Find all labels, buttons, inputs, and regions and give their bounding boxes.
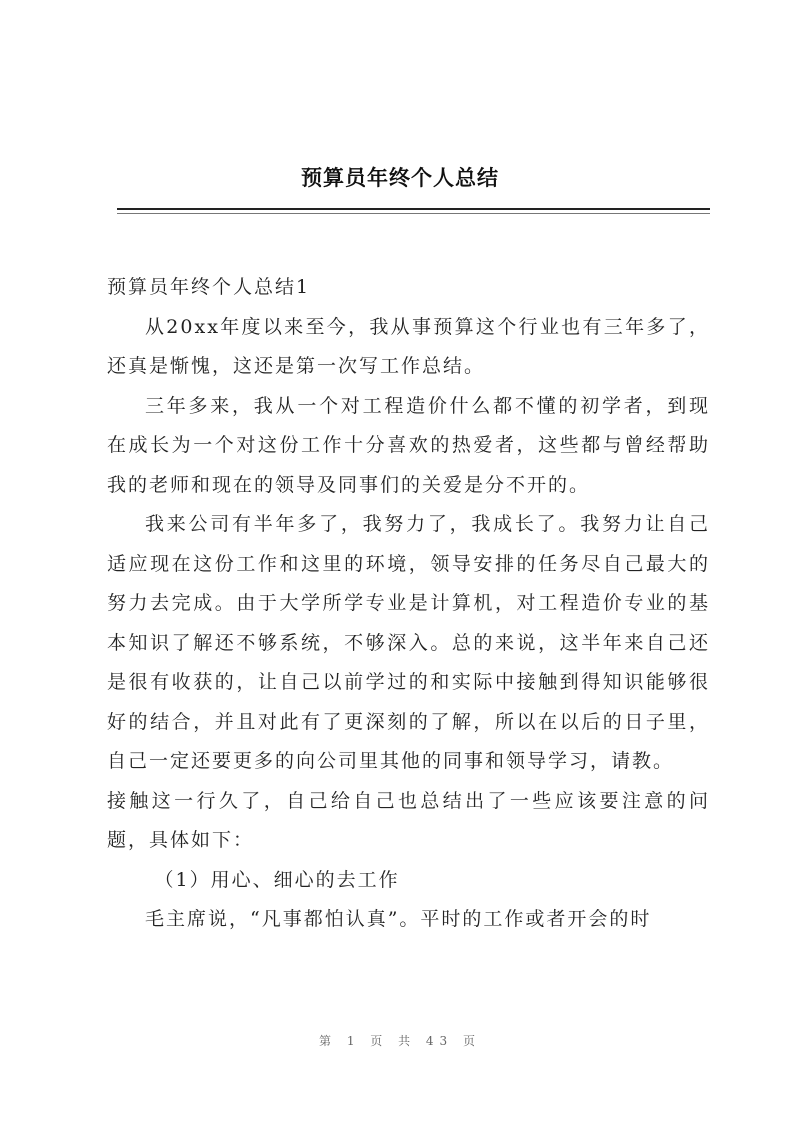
paragraph: 毛主席说，“凡事都怕认真”。平时的工作或者开会的时 (145, 908, 652, 930)
title-divider-thin (117, 213, 710, 214)
paragraph: 从20xx年度以来至今，我从事预算这个行业也有三年多了，还真是惭愧，这还是第一次写工作总结。 (107, 315, 710, 377)
document-body (107, 268, 710, 940)
title-divider (117, 208, 710, 210)
paragraph: 三年多来，我从一个对工程造价什么都不懂的初学者，到现在成长为一个对这份工作十分喜欢的热爱者，这些都与曾经帮助我的老师和现在的领导及同事们的关爱是分不开的。 (107, 394, 710, 496)
list-subheading: （1）用心、细心的去工作 (154, 868, 400, 891)
page-footer: 第 1 页 共 43 页 (319, 1034, 481, 1048)
page-title: 预算员年终个人总结 (301, 165, 499, 190)
section-heading: 预算员年终个人总结1 (107, 276, 311, 298)
paragraph: 我来公司有半年多了，我努力了，我成长了。我努力让自己适应现在这份工作和这里的环境，领导安排的任务尽自己最大的努力去完成。由于大学所学专业是计算机，对工程造价专业的基本知识了解还不够系统，不够深入。总的来说，这半年来自己还是很有收获的，让自己以前学过的和实际中接触到得知识能够很好的结合，并且对此有了更深刻的了解，所以在以后的日子里，自己一定还要更多的向公司里其他的同事和领导学习，请教。 (107, 513, 710, 772)
paragraph: 接触这一行久了，自己给自己也总结出了一些应该要注意的问题，具体如下： (107, 789, 710, 851)
